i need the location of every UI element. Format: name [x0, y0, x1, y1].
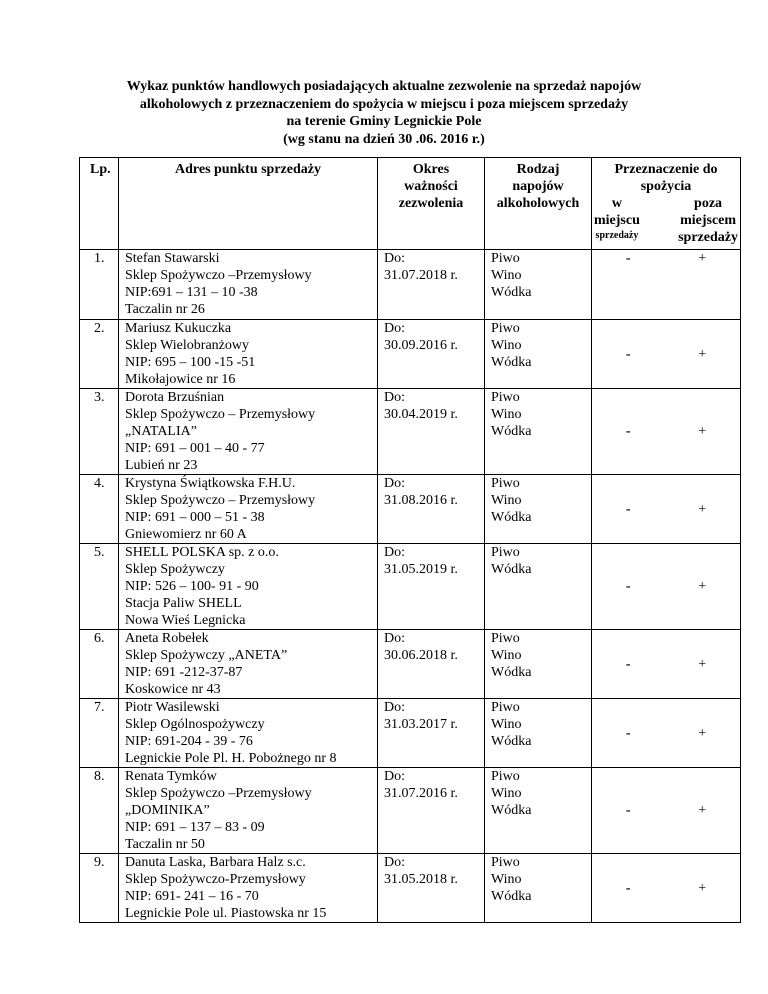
type-line: Wódka [491, 734, 532, 749]
row-address [119, 320, 378, 389]
address-line: NIP: 691-204 - 39 - 76 [125, 734, 253, 749]
row-address [119, 768, 378, 854]
type-line: Wino [491, 338, 522, 353]
period-line: Do: [384, 476, 405, 491]
period-line: 31.07.2016 r. [384, 786, 458, 801]
type-line: Wino [491, 268, 522, 283]
address-line: Mariusz Kukuczka [125, 321, 232, 336]
period-line: Do: [384, 251, 405, 266]
row-purpose [592, 544, 741, 630]
row-address [119, 475, 378, 544]
title-line: na terenie Gminy Legnickie Pole [286, 114, 482, 129]
in-place-mark: - [625, 725, 631, 741]
row-lp: 9. [80, 854, 119, 923]
row-lp: 7. [80, 699, 119, 768]
row-purpose [592, 475, 741, 544]
row-purpose [592, 250, 741, 320]
address-line: NIP: 691 – 000 – 51 - 38 [125, 510, 265, 525]
type-line: Piwo [491, 545, 520, 560]
period-line: Do: [384, 855, 405, 870]
row-address [119, 250, 378, 320]
row-types [485, 544, 592, 630]
address-line: Lubień nr 23 [125, 458, 198, 473]
type-line: Piwo [491, 390, 520, 405]
type-line: Wino [491, 872, 522, 887]
address-line: Sklep Spożywczo –Przemysłowy [125, 268, 312, 283]
table-row [80, 320, 741, 389]
row-address [119, 699, 378, 768]
table-row [80, 768, 741, 854]
table-row [80, 699, 741, 768]
type-line: Wino [491, 648, 522, 663]
row-lp: 6. [80, 630, 119, 699]
type-line: Wódka [491, 665, 532, 680]
address-line: „NATALIA” [125, 424, 197, 439]
address-line: Taczalin nr 26 [125, 302, 205, 317]
address-line: „DOMINIKA” [125, 803, 210, 818]
row-period [378, 544, 485, 630]
row-lp: 8. [80, 768, 119, 854]
permits-table [79, 157, 741, 923]
address-line: Mikołajowice nr 16 [125, 372, 236, 387]
period-line: 31.07.2018 r. [384, 268, 458, 283]
address-line: Nowa Wieś Legnicka [125, 613, 246, 628]
row-types [485, 475, 592, 544]
type-line: Wino [491, 786, 522, 801]
type-line: Piwo [491, 476, 520, 491]
in-place-mark: - [625, 251, 631, 266]
type-line: Wódka [491, 803, 532, 818]
table-row [80, 389, 741, 475]
header-period: Okres ważności zezwolenia [378, 158, 485, 250]
row-period [378, 320, 485, 389]
off-place-mark: + [698, 880, 707, 896]
header-address: Adres punktu sprzedaży [119, 158, 378, 250]
in-place-mark: - [625, 656, 631, 672]
row-types [485, 630, 592, 699]
address-line: Dorota Brzuśnian [125, 390, 225, 405]
type-line: Wódka [491, 285, 532, 300]
row-period [378, 854, 485, 923]
period-line: Do: [384, 390, 405, 405]
in-place-mark: - [625, 501, 631, 517]
title-line: (wg stanu na dzień 30 .06. 2016 r.) [283, 131, 485, 147]
address-line: NIP: 695 – 100 -15 -51 [125, 355, 256, 370]
row-period [378, 250, 485, 320]
table-row [80, 475, 741, 544]
off-place-mark: + [698, 725, 707, 741]
table-row [80, 630, 741, 699]
row-types [485, 699, 592, 768]
row-period [378, 630, 485, 699]
row-types [485, 320, 592, 389]
row-period [378, 699, 485, 768]
period-line: 30.09.2016 r. [384, 338, 458, 353]
row-period [378, 475, 485, 544]
row-types [485, 389, 592, 475]
row-address [119, 854, 378, 923]
row-types [485, 854, 592, 923]
table-header-row [80, 158, 741, 250]
address-line: Stacja Paliw SHELL [125, 596, 242, 611]
row-purpose [592, 389, 741, 475]
period-line: Do: [384, 545, 405, 560]
address-line: Renata Tymków [125, 769, 217, 784]
address-line: Sklep Spożywczy [125, 562, 225, 577]
row-address [119, 544, 378, 630]
header-type: Rodzaj napojów alkoholowych [485, 158, 592, 250]
address-line: Legnickie Pole ul. Piastowska nr 15 [125, 906, 327, 921]
type-line: Wódka [491, 424, 532, 439]
row-purpose [592, 699, 741, 768]
period-line: Do: [384, 321, 405, 336]
type-line: Piwo [491, 855, 520, 870]
address-line: NIP:691 – 131 – 10 -38 [125, 285, 258, 300]
address-line: SHELL POLSKA sp. z o.o. [125, 545, 279, 560]
address-line: Krystyna Świątkowska F.H.U. [125, 476, 296, 491]
row-lp: 5. [80, 544, 119, 630]
row-period [378, 768, 485, 854]
off-place-mark: + [698, 803, 707, 818]
type-line: Wino [491, 493, 522, 508]
title-line: Wykaz punktów handlowych posiadających aktualne zezwolenie na sprzedaż napojów [126, 79, 642, 94]
address-line: Sklep Spożywczo-Przemysłowy [125, 872, 306, 887]
period-line: 30.06.2018 r. [384, 648, 458, 663]
row-purpose [592, 320, 741, 389]
period-line: 31.05.2018 r. [384, 872, 458, 887]
off-place-mark: + [698, 251, 707, 266]
row-lp: 1. [80, 250, 119, 320]
type-line: Wódka [491, 562, 532, 577]
type-line: Wino [491, 717, 522, 732]
row-address [119, 630, 378, 699]
off-place-mark: + [698, 579, 707, 594]
type-line: Piwo [491, 631, 520, 646]
off-place-mark: + [698, 501, 707, 517]
type-line: Piwo [491, 769, 520, 784]
period-line: Do: [384, 769, 405, 784]
period-line: 30.04.2019 r. [384, 407, 458, 422]
header-lp: Lp. [80, 158, 119, 250]
in-place-mark: - [625, 424, 631, 439]
period-line: 31.03.2017 r. [384, 717, 458, 732]
type-line: Wino [491, 407, 522, 422]
in-place-mark: - [625, 803, 631, 818]
address-line: Legnickie Pole Pl. H. Pobożnego nr 8 [125, 751, 337, 766]
row-lp: 3. [80, 389, 119, 475]
row-address [119, 389, 378, 475]
type-line: Wódka [491, 510, 532, 525]
header-in-place: w miejscu sprzedaży [594, 196, 640, 241]
type-line: Wódka [491, 355, 532, 370]
address-line: Koskowice nr 43 [125, 682, 221, 697]
header-off-place: poza miejscem sprzedaży [678, 196, 738, 245]
row-purpose [592, 854, 741, 923]
row-types [485, 768, 592, 854]
document-title [60, 78, 708, 148]
address-line: Danuta Laska, Barbara Halz s.c. [125, 855, 306, 870]
off-place-mark: + [698, 656, 707, 672]
address-line: Sklep Ogólnospożywczy [125, 717, 265, 732]
address-line: Sklep Spożywczo – Przemysłowy [125, 407, 316, 422]
address-line: Aneta Robełek [125, 631, 209, 646]
period-line: 31.08.2016 r. [384, 493, 458, 508]
address-line: NIP: 691- 241 – 16 - 70 [125, 889, 259, 904]
row-period [378, 389, 485, 475]
address-line: Stefan Stawarski [125, 251, 220, 266]
in-place-mark: - [625, 880, 631, 896]
type-line: Piwo [491, 700, 520, 715]
table-row [80, 854, 741, 923]
address-line: Sklep Spożywczo –Przemysłowy [125, 786, 312, 801]
row-purpose [592, 768, 741, 854]
address-line: Sklep Spożywczo – Przemysłowy [125, 493, 316, 508]
off-place-mark: + [698, 424, 707, 439]
period-line: Do: [384, 700, 405, 715]
address-line: NIP: 691 -212-37-87 [125, 665, 243, 680]
address-line: NIP: 526 – 100- 91 - 90 [125, 579, 259, 594]
address-line: Sklep Spożywczy „ANETA” [125, 648, 288, 663]
title-line: alkoholowych z przeznaczeniem do spożycia w miejscu i poza miejscem sprzedaży [139, 96, 629, 112]
row-purpose [592, 630, 741, 699]
period-line: 31.05.2019 r. [384, 562, 458, 577]
off-place-mark: + [698, 346, 707, 362]
in-place-mark: - [625, 346, 631, 362]
address-line: NIP: 691 – 137 – 83 - 09 [125, 820, 265, 835]
address-line: NIP: 691 – 001 – 40 - 77 [125, 441, 265, 456]
in-place-mark: - [625, 579, 631, 594]
table-row [80, 544, 741, 630]
period-line: Do: [384, 631, 405, 646]
row-types [485, 250, 592, 320]
address-line: Sklep Wielobranżowy [125, 338, 249, 353]
address-line: Gniewomierz nr 60 A [125, 527, 247, 542]
type-line: Piwo [491, 251, 520, 266]
type-line: Wódka [491, 889, 532, 904]
address-line: Piotr Wasilewski [125, 700, 220, 715]
row-lp: 2. [80, 320, 119, 389]
row-lp: 4. [80, 475, 119, 544]
header-purpose: Przeznaczenie do spożycia w miejscu sprzedaży poza miejscem sprzedaży [592, 158, 741, 250]
type-line: Piwo [491, 321, 520, 336]
table-row [80, 250, 741, 320]
address-line: Taczalin nr 50 [125, 837, 205, 852]
